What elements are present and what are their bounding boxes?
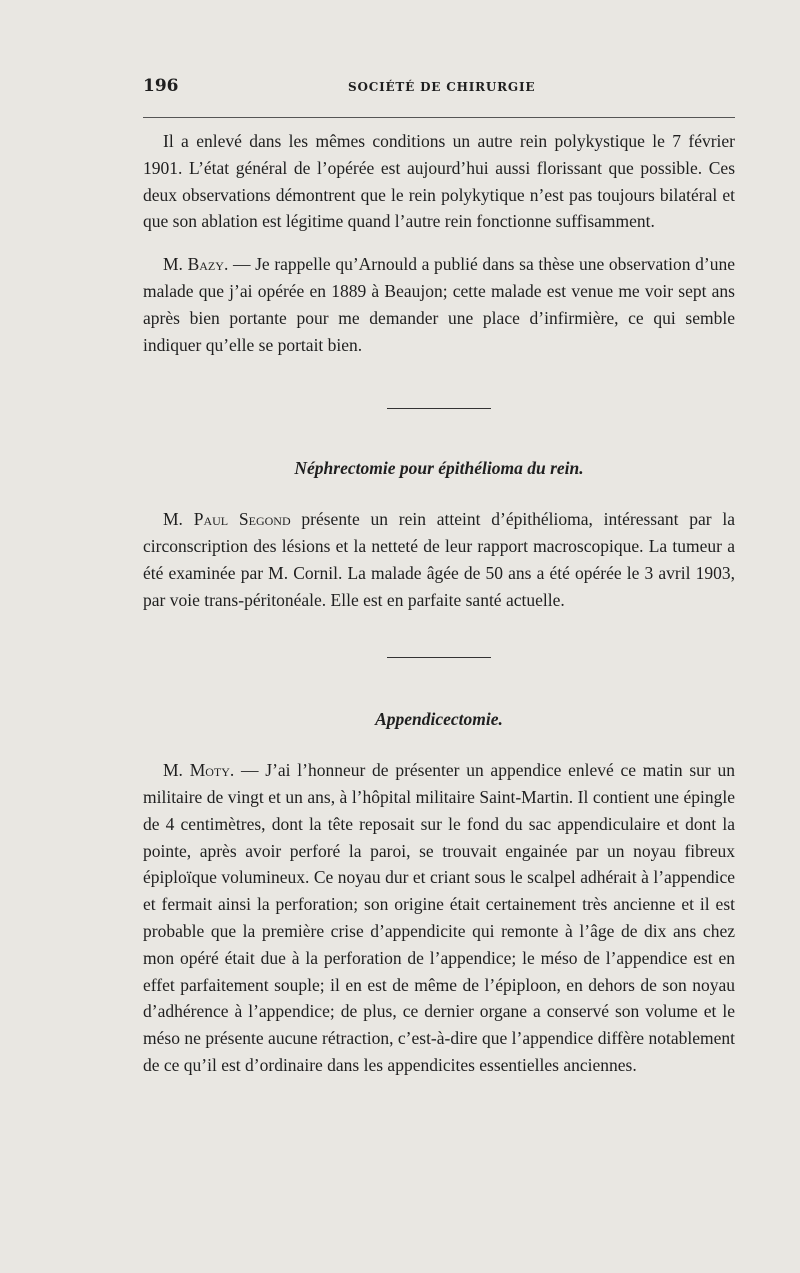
paragraph-gap (143, 235, 735, 251)
section-separator (387, 657, 491, 658)
paragraph-moty (143, 757, 735, 1079)
speaker-name: Moty (189, 760, 230, 781)
separator-block (143, 613, 735, 706)
section-title-appendicectomie: Appendicectomie. (375, 709, 503, 730)
speaker-prefix: M. (163, 760, 190, 781)
running-head: SOCIÉTÉ DE CHIRURGIE (348, 80, 536, 94)
separator-block (143, 358, 735, 455)
page-body (143, 128, 735, 1079)
title-gap (143, 482, 735, 506)
title-gap (143, 733, 735, 757)
section-title-nephrectomie: Néphrectomie pour épithélioma du rein. (294, 458, 584, 479)
section-separator (387, 408, 491, 409)
page-number: 196 (143, 76, 179, 96)
speaker-name: Bazy (187, 254, 224, 275)
paragraph-text: . — J’ai l’honneur de présenter un appendice enlevé ce matin sur un militaire de vingt et un ans, à l’hôpital militaire Saint-Martin. Il contient une épingle de 4 centimètres, dont la tête reposait sur le fond du sac appendiculaire et dont la pointe, après avoir perforé la paroi, se trouvait engainée par un noyau fibreux épiploïque volumineux. Ce noyau dur et criant sous le scalpel adhérait à l’appendice et fermait ainsi la perforation; son origine était certainement très ancienne et il est probable que la première crise d’appendicite qui remonte à l’âge de dix ans chez mon opéré était due à la perforation de l’appendice; le méso de l’appendice est en effet parfaitement souple; il en est de même de l’épiploon, en dehors de son noyau d’adhérence à l’appendice; de plus, ce dernier organe a conservé son volume et le méso ne présente aucune rétraction, c’est-à-dire que l’appendice diffère notablement de ce qu’il est d’ordinaire dans les appendicites essentielles anciennes. (143, 760, 736, 1075)
paragraph-polykystic: Il a enlevé dans les mêmes conditions un autre rein polykystique le 7 février 1901. L’état général de l’opérée est aujourd’hui aussi florissant que possible. Ces deux observations démontrent que le rein polykytique n’est pas toujours bilatéral et que son ablation est légitime quand l’autre rein fonctionne suffisamment. (143, 131, 735, 232)
paragraph-text: présente un rein atteint d’épithélioma, intéressant par la circonscription des lésions et la netteté de leur rapport macroscopique. La tumeur a été examinée par M. Cornil. La malade âgée de 50 ans a été opérée le 3 avril 1903, par voie trans-péritonéale. Elle est en parfaite santé actuelle. (143, 509, 735, 610)
speaker-name: Paul Segond (193, 509, 291, 530)
header-rule (143, 117, 735, 118)
speaker-prefix: M. (163, 254, 188, 275)
paragraph-bazy (143, 251, 735, 358)
page-header (143, 76, 735, 102)
speaker-prefix: M. (163, 509, 194, 530)
paragraph-text: . — Je rappelle qu’Arnould a publié dans sa thèse une observation d’une malade que j’ai opérée en 1889 à Beaujon; cette malade est venue me voir sept ans après bien portante pour me demander une place d’infirmière, ce qui semble indiquer qu’elle se portait bien. (143, 254, 736, 355)
paragraph-segond (143, 506, 735, 613)
